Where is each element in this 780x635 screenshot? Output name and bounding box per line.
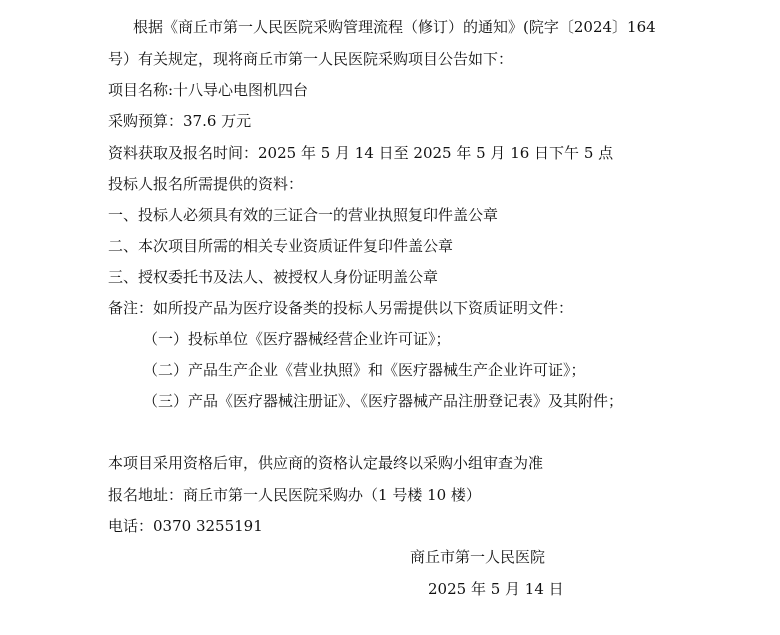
issue-date: 2025 年 5 月 14 日	[428, 580, 564, 598]
requirement-item: 三、授权委托书及法人、被授权人身份证明盖公章	[108, 268, 439, 286]
qualification-review: 本项目采用资格后审，供应商的资格认定最终以采购小组审查为准	[108, 454, 544, 472]
issuer-signature: 商丘市第一人民医院	[410, 548, 546, 566]
remark-item: （三）产品《医疗器械注册证》、《医疗器械产品注册登记表》及其附件；	[143, 392, 624, 410]
registration-time: 资料获取及报名时间：2025 年 5 月 14 日至 2025 年 5 月 16 日下午 5 点	[108, 144, 614, 162]
remark: 备注：如所投产品为医疗设备类的投标人另需提供以下资质证明文件：	[108, 299, 574, 317]
remark-item: （一）投标单位《医疗器械经营企业许可证》；	[143, 330, 451, 348]
requirement-item: 一、投标人必须具有效的三证合一的营业执照复印件盖公章	[108, 206, 499, 224]
requirement-item: 二、本次项目所需的相关专业资质证件复印件盖公章	[108, 237, 454, 255]
budget: 采购预算：37.6 万元	[108, 112, 252, 130]
registration-address: 报名地址：商丘市第一人民医院采购办（1 号楼 10 楼）	[108, 486, 481, 504]
intro-line-2: 号）有关规定，现将商丘市第一人民医院采购项目公告如下：	[108, 50, 514, 68]
contact-phone: 电话：0370 3255191	[108, 517, 263, 535]
materials-heading: 投标人报名所需提供的资料：	[108, 175, 304, 193]
remark-item: （二）产品生产企业《营业执照》和《医疗器械生产企业许可证》；	[143, 361, 586, 379]
project-name: 项目名称:十八导心电图机四台	[108, 81, 309, 99]
intro-line-1: 根据《商丘市第一人民医院采购管理流程（修订）的通知》(院字〔2024〕164	[133, 18, 656, 36]
